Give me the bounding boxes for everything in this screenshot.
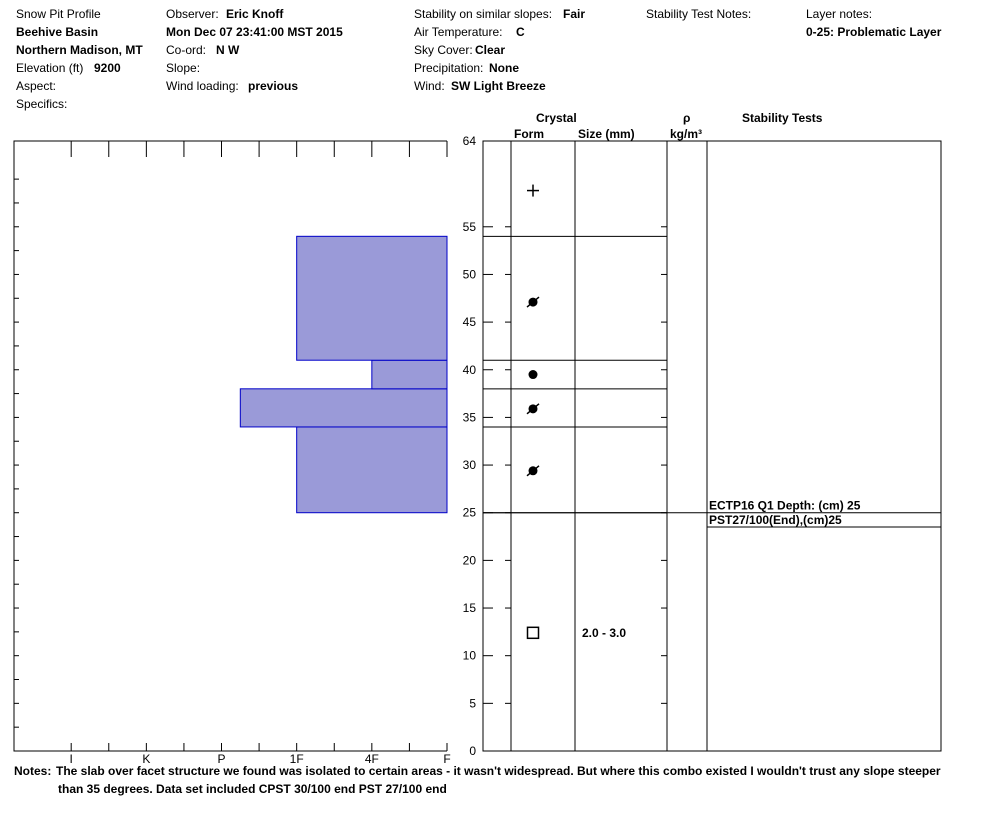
- hardness-label-I: I: [69, 752, 73, 766]
- sky-value: Clear: [475, 43, 506, 57]
- stability-test-0: ECTP16 Q1 Depth: (cm) 25: [709, 498, 861, 513]
- layer-notes-value: 0-25: Problematic Layer: [806, 25, 942, 39]
- form-header: Form: [514, 127, 544, 141]
- crystal-dot-2: [529, 370, 538, 379]
- crystal-symbols: [527, 185, 626, 640]
- notes-line-1: The slab over facet structure we found was isolated to certain areas - it wasn't widespread. But where this combo existed I wouldn't trust any slope steeper: [56, 764, 941, 778]
- density-unit-header: kg/m³: [670, 127, 703, 141]
- air-temp-value: C: [516, 25, 525, 39]
- observer-label: Observer:: [166, 7, 219, 21]
- depth-label-5: 5: [469, 696, 476, 711]
- crystal-slashed-dot-3: [527, 404, 539, 414]
- profile-title: Snow Pit Profile: [16, 7, 101, 21]
- depth-label-10: 10: [462, 648, 476, 663]
- stability-test-rows: [483, 499, 941, 527]
- hardness-label-F: F: [443, 752, 451, 766]
- coord-label: Co-ord:: [166, 43, 207, 57]
- observer-value: Eric Knoff: [226, 7, 284, 21]
- crystal-slashed-dot-4: [527, 466, 539, 476]
- hardness-bar-3: [372, 360, 447, 389]
- depth-label-15: 15: [462, 601, 476, 616]
- depth-label-30: 30: [462, 458, 476, 473]
- hardness-bars: [240, 236, 447, 512]
- wind-label: Wind:: [414, 79, 445, 93]
- square-mark: [528, 627, 539, 638]
- crystal-size-5: 2.0 - 3.0: [582, 625, 627, 640]
- wind-loading-value: previous: [248, 79, 299, 93]
- elevation-value: 9200: [94, 61, 121, 75]
- wind-loading-label: Wind loading:: [166, 79, 239, 93]
- notes-label: Notes:: [14, 764, 52, 778]
- air-temp-label: Air Temperature:: [414, 25, 503, 39]
- hardness-bar-2: [240, 389, 447, 427]
- crystal-slashed-dot-1: [527, 297, 539, 307]
- size-header: Size (mm): [578, 127, 635, 141]
- location: Beehive Basin: [16, 25, 99, 39]
- notes-line-2: than 35 degrees. Data set included CPST 30/100 end PST 27/100 end: [58, 782, 447, 796]
- stability-value: Fair: [563, 7, 586, 21]
- depth-label-55: 55: [462, 219, 476, 234]
- precip-label: Precipitation:: [414, 61, 484, 75]
- sky-label: Sky Cover:: [414, 43, 473, 57]
- elevation-label: Elevation (ft): [16, 61, 84, 75]
- layer-notes-label: Layer notes:: [806, 7, 873, 21]
- stability-tests-header: Stability Tests: [742, 111, 823, 125]
- aspect-label: Aspect:: [16, 79, 57, 93]
- datetime: Mon Dec 07 23:41:00 MST 2015: [166, 25, 343, 39]
- wind-value: SW Light Breeze: [451, 79, 546, 93]
- crystal-square-5: [528, 627, 539, 638]
- profile-frame: [483, 141, 941, 751]
- crystal-header: Crystal: [536, 111, 577, 125]
- depth-label-45: 45: [462, 315, 476, 330]
- specifics-label: Specifics:: [16, 97, 68, 111]
- hardness-label-P: P: [217, 752, 226, 766]
- dot-mark: [529, 370, 538, 379]
- depth-label-20: 20: [462, 553, 476, 568]
- precip-value: None: [489, 61, 519, 75]
- depth-label-64: 64: [462, 134, 476, 148]
- hardness-bar-1: [297, 427, 447, 513]
- rho-header: ρ: [683, 111, 691, 125]
- hardness-label-K: K: [142, 752, 151, 766]
- hardness-bar-4: [297, 236, 447, 360]
- hardness-label-4F: 4F: [364, 752, 379, 766]
- hardness-label-1F: 1F: [289, 752, 304, 766]
- depth-label-50: 50: [462, 267, 476, 282]
- depth-label-0: 0: [469, 744, 476, 758]
- stability-label: Stability on similar slopes:: [414, 7, 553, 21]
- slope-label: Slope:: [166, 61, 201, 75]
- depth-label-35: 35: [462, 410, 476, 425]
- region: Northern Madison, MT: [16, 43, 143, 57]
- stability-notes-label: Stability Test Notes:: [646, 7, 752, 21]
- stability-test-1: PST27/100(End),(cm)25: [709, 513, 842, 528]
- crystal-plus-0: [527, 185, 539, 197]
- coord-value: N W: [216, 43, 240, 57]
- depth-label-40: 40: [462, 362, 476, 377]
- chart-frames: [14, 141, 941, 751]
- depth-label-25: 25: [462, 505, 476, 520]
